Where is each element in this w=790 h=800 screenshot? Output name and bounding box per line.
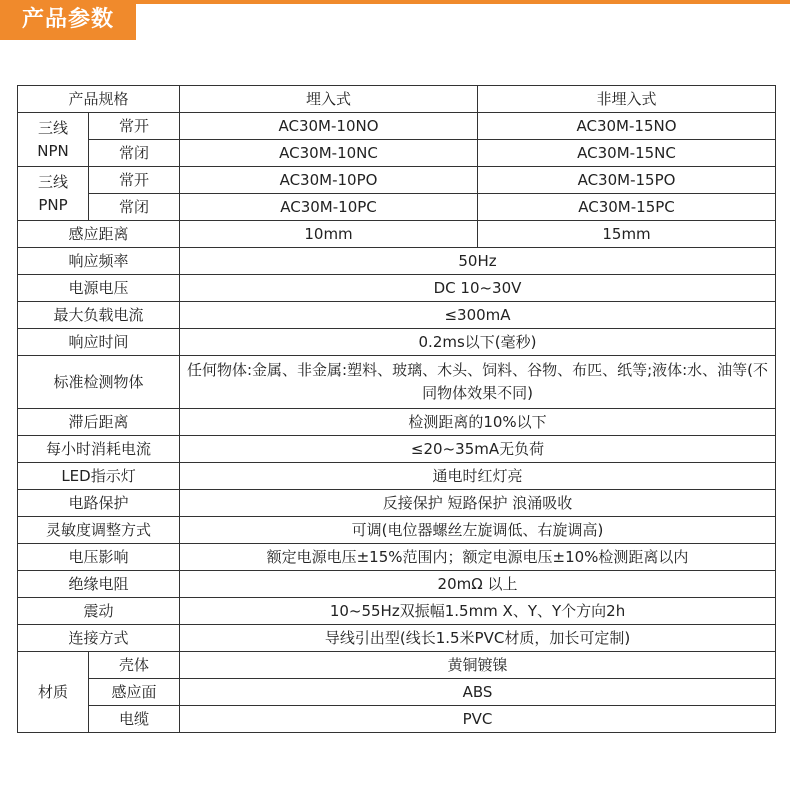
table-header-row: [18, 86, 776, 113]
row-label: 连接方式: [18, 625, 180, 652]
row-value: 导线引出型(线长1.5米PVC材质，加长可定制): [180, 625, 776, 652]
npn-no-label: 常开: [89, 113, 180, 140]
pnp-pc-non-embedded: AC30M-15PC: [478, 194, 776, 221]
row-value: DC 10~30V: [180, 275, 776, 302]
header-embedded: 埋入式: [180, 86, 478, 113]
table-row: [18, 517, 776, 544]
table-row: [18, 140, 776, 167]
table-row: [18, 275, 776, 302]
table-row: [18, 167, 776, 194]
row-label: 震动: [18, 598, 180, 625]
table-row: [18, 194, 776, 221]
row-value: 额定电源电压±15%范围内；额定电源电压±10%检测距离以内: [180, 544, 776, 571]
row-label: 响应时间: [18, 329, 180, 356]
row-value: ≤20~35mA无负荷: [180, 436, 776, 463]
row-value: 任何物体:金属、非金属:塑料、玻璃、木头、饲料、谷物、布匹、纸等;液体:水、油等(不同物体效果不同): [180, 356, 776, 409]
table-row: [18, 356, 776, 409]
row-value: 0.2ms以下(毫秒): [180, 329, 776, 356]
table-row: [18, 248, 776, 275]
table-row: [18, 490, 776, 517]
table-row: [18, 706, 776, 733]
pnp-pc-label: 常闭: [89, 194, 180, 221]
npn-group-cell: [18, 113, 89, 167]
pnp-po-non-embedded: AC30M-15PO: [478, 167, 776, 194]
distance-label: 感应距离: [18, 221, 180, 248]
row-label: 最大负载电流: [18, 302, 180, 329]
npn-nc-non-embedded: AC30M-15NC: [478, 140, 776, 167]
npn-no-non-embedded: AC30M-15NO: [478, 113, 776, 140]
pnp-pc-embedded: AC30M-10PC: [180, 194, 478, 221]
distance-non-embedded: 15mm: [478, 221, 776, 248]
table-row: [18, 625, 776, 652]
row-label: 标准检测物体: [18, 356, 180, 409]
table-row: [18, 329, 776, 356]
table-row: [18, 436, 776, 463]
row-label: 电压影响: [18, 544, 180, 571]
material-item-value: 黄铜镀镍: [180, 652, 776, 679]
material-item-value: ABS: [180, 679, 776, 706]
row-value: 反接保护 短路保护 浪涌吸收: [180, 490, 776, 517]
row-label: 电路保护: [18, 490, 180, 517]
row-value: 10~55Hz双振幅1.5mm X、Y、Y个方向2h: [180, 598, 776, 625]
table-row: [18, 409, 776, 436]
npn-no-embedded: AC30M-10NO: [180, 113, 478, 140]
header-non-embedded: 非埋入式: [478, 86, 776, 113]
table-row: [18, 571, 776, 598]
pnp-po-label: 常开: [89, 167, 180, 194]
npn-nc-label: 常闭: [89, 140, 180, 167]
pnp-group-type: PNP: [38, 195, 68, 214]
table-row: [18, 302, 776, 329]
table-row: [18, 113, 776, 140]
table-row: [18, 463, 776, 490]
table-row: [18, 598, 776, 625]
table-row: [18, 221, 776, 248]
row-value: 50Hz: [180, 248, 776, 275]
row-label: 每小时消耗电流: [18, 436, 180, 463]
table-row: [18, 544, 776, 571]
row-value: 检测距离的10%以下: [180, 409, 776, 436]
pnp-po-embedded: AC30M-10PO: [180, 167, 478, 194]
npn-group-type: NPN: [37, 141, 69, 160]
material-item-value: PVC: [180, 706, 776, 733]
material-item-label: 电缆: [89, 706, 180, 733]
section-title: 产品参数: [0, 0, 136, 40]
material-item-label: 壳体: [89, 652, 180, 679]
header-spec: 产品规格: [18, 86, 180, 113]
row-value: 通电时红灯亮: [180, 463, 776, 490]
row-label: 绝缘电阻: [18, 571, 180, 598]
row-label: 滞后距离: [18, 409, 180, 436]
distance-embedded: 10mm: [180, 221, 478, 248]
pnp-group-cell: [18, 167, 89, 221]
table-row: [18, 679, 776, 706]
spec-table: [17, 85, 776, 733]
row-label: 响应频率: [18, 248, 180, 275]
material-item-label: 感应面: [89, 679, 180, 706]
npn-nc-embedded: AC30M-10NC: [180, 140, 478, 167]
npn-group-label: 三线: [37, 118, 68, 137]
row-value: 可调(电位器螺丝左旋调低、右旋调高): [180, 517, 776, 544]
row-label: 灵敏度调整方式: [18, 517, 180, 544]
row-value: 20mΩ 以上: [180, 571, 776, 598]
row-label: 电源电压: [18, 275, 180, 302]
row-value: ≤300mA: [180, 302, 776, 329]
material-label: 材质: [18, 652, 89, 733]
pnp-group-label: 三线: [37, 172, 68, 191]
row-label: LED指示灯: [18, 463, 180, 490]
table-row: [18, 652, 776, 679]
